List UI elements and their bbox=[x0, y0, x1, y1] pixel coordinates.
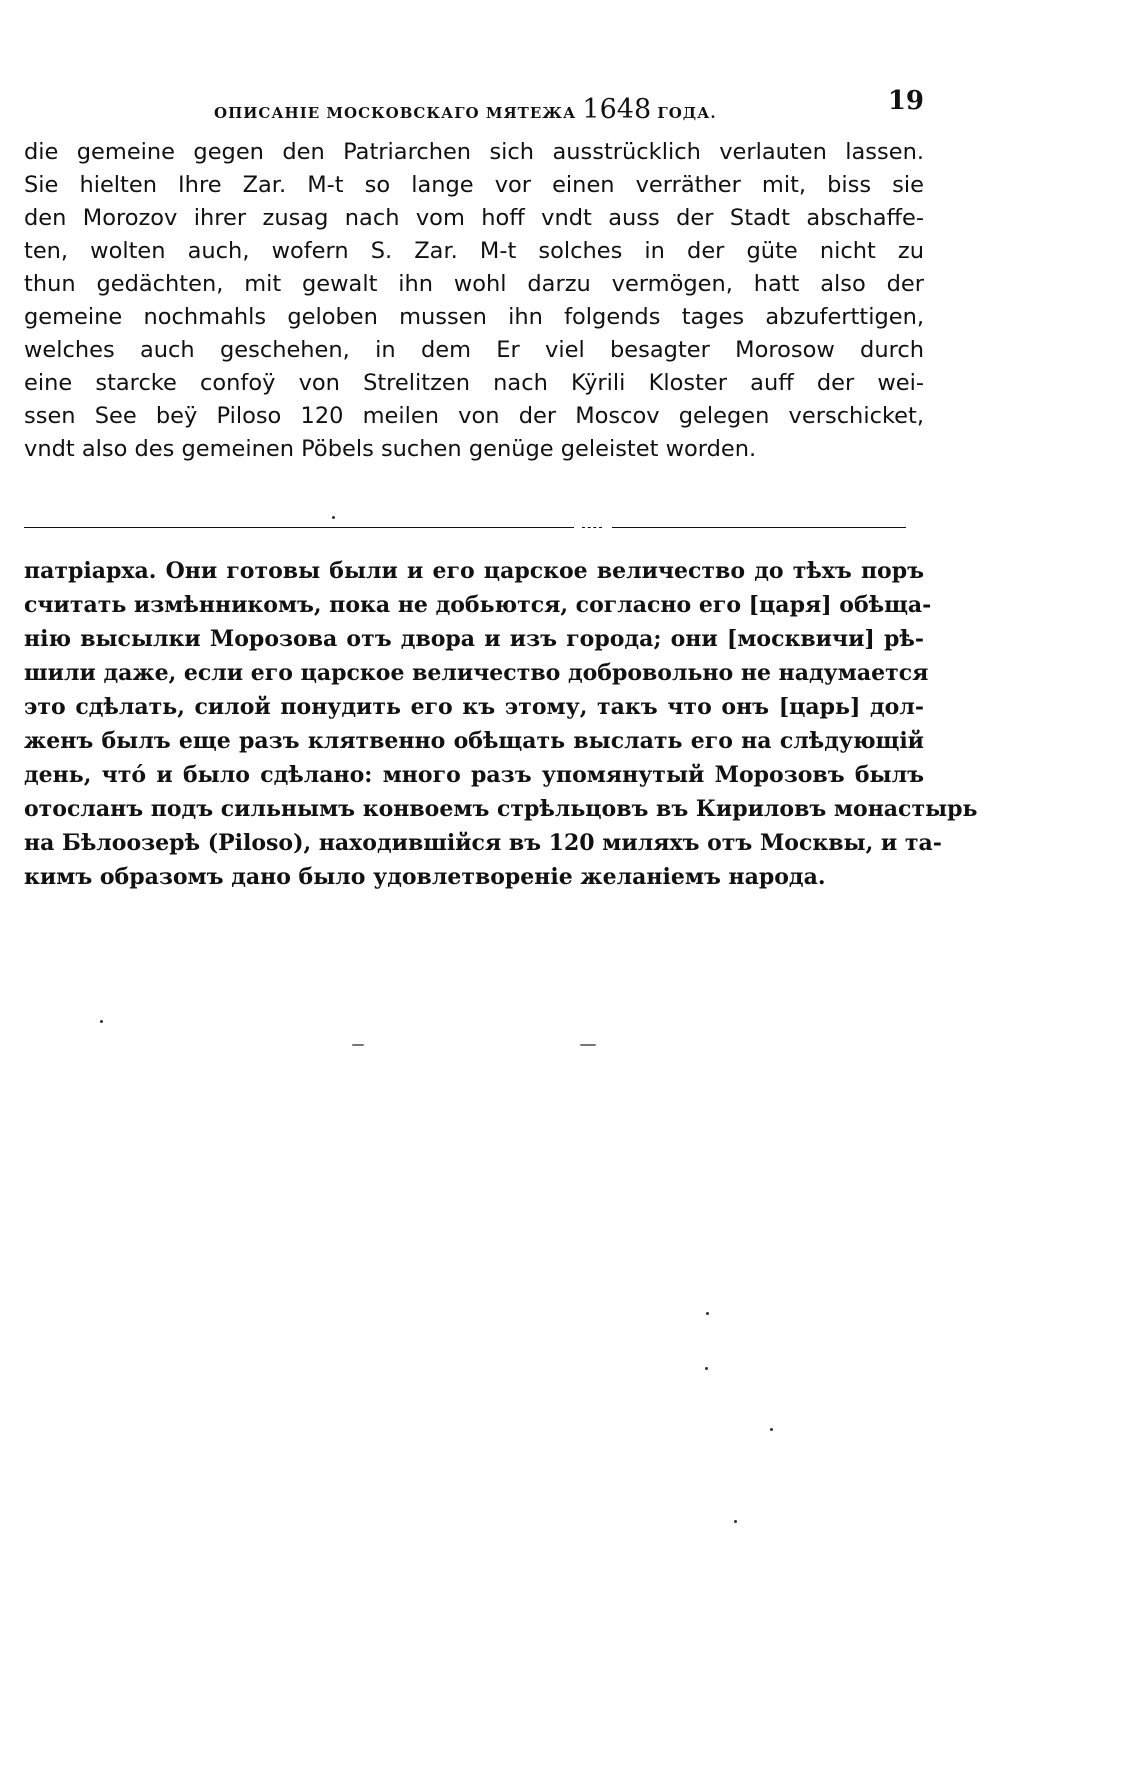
running-title-year: 1648 bbox=[582, 94, 652, 125]
russian-line: нію высылки Морозова отъ двора и изъ города; они [москвичи] рѣ- bbox=[24, 626, 924, 652]
footnote-divider-middle bbox=[582, 527, 602, 528]
page-number: 19 bbox=[887, 86, 924, 116]
german-original-paragraph bbox=[24, 136, 924, 466]
scan-speck bbox=[705, 1367, 708, 1370]
russian-line: отосланъ подъ сильнымъ конвоемъ стрѣльцовъ въ Кириловъ монастырь bbox=[24, 796, 978, 822]
german-line: gemeine nochmahls geloben mussen ihn folgends tages abzuferttigen, bbox=[24, 304, 924, 330]
scan-speck bbox=[100, 1020, 103, 1023]
russian-line: считать измѣнникомъ, пока не добьются, согласно его [царя] обѣща- bbox=[24, 592, 932, 618]
german-line: den Morozov ihrer zusag nach vom hoff vndt auss der Stadt abschaffe- bbox=[24, 205, 924, 231]
russian-line: на Бѣлоозерѣ (Piloso), находившійся въ 120 миляхъ отъ Москвы, и та- bbox=[24, 830, 942, 856]
scan-speck bbox=[706, 1312, 709, 1315]
running-head bbox=[24, 84, 924, 124]
scan-speck bbox=[580, 1044, 596, 1046]
running-title-suffix: ГОДА. bbox=[657, 104, 717, 122]
russian-line: это сдѣлать, силой понудить его къ этому, такъ что онъ [царь] дол- bbox=[24, 694, 924, 720]
footnote-divider-right bbox=[612, 527, 906, 528]
russian-line: день, чтó и было сдѣлано: много разъ упомянутый Морозовъ былъ bbox=[24, 762, 924, 788]
scan-speck bbox=[770, 1428, 773, 1431]
russian-translation-paragraph bbox=[24, 554, 978, 894]
russian-line: патріарха. Они готовы были и его царское величество до тѣхъ поръ bbox=[24, 558, 924, 584]
german-line: ten, wolten auch, wofern S. Zar. M-t solches in der güte nicht zu bbox=[24, 238, 924, 264]
german-line: die gemeine gegen den Patriarchen sich ausstrücklich verlauten lassen. bbox=[24, 139, 924, 165]
german-line: Sie hielten Ihre Zar. M-t so lange vor einen verräther mit, biss sie bbox=[24, 172, 924, 198]
footnote-divider-left bbox=[24, 527, 574, 528]
running-title-text: ОПИСАНІЕ МОСКОВСКАГО МЯТЕЖА bbox=[214, 104, 577, 122]
scan-speck bbox=[352, 1044, 364, 1046]
scan-speck bbox=[734, 1520, 737, 1523]
german-line: thun gedächten, mit gewalt ihn wohl darzu vermögen, hatt also der bbox=[24, 271, 924, 297]
scan-speck bbox=[332, 516, 335, 519]
russian-line: шили даже, если его царское величество добровольно не надумается bbox=[24, 660, 929, 686]
russian-line: кимъ образомъ дано было удовлетвореніе желаніемъ народа. bbox=[24, 864, 826, 890]
german-line: vndt also des gemeinen Pöbels suchen genüge geleistet worden. bbox=[24, 436, 757, 462]
russian-line: женъ былъ еще разъ клятвенно обѣщать выслать его на слѣдующій bbox=[24, 728, 924, 754]
german-line: eine starcke confoÿ von Strelitzen nach Kÿrili Kloster auff der wei- bbox=[24, 370, 924, 396]
german-line: ssen See beÿ Piloso 120 meilen von der Moscov gelegen verschicket, bbox=[24, 403, 924, 429]
german-line: welches auch geschehen, in dem Er viel besagter Morosow durch bbox=[24, 337, 924, 363]
running-title bbox=[214, 94, 717, 125]
